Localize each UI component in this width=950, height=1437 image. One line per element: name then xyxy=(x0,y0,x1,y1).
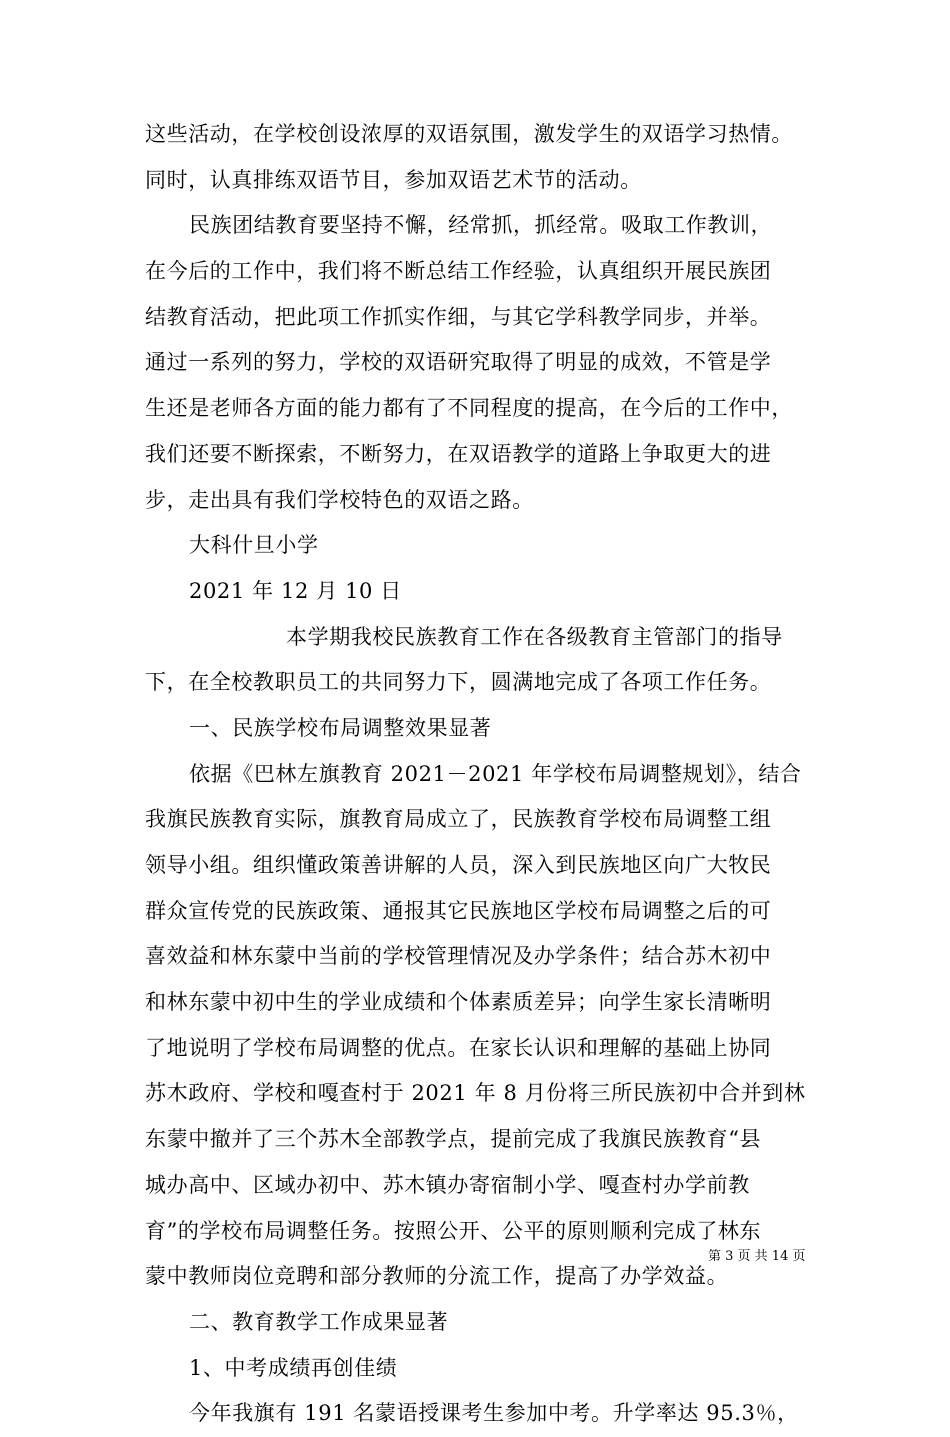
text-line: 步，走出具有我们学校特色的双语之路。 xyxy=(145,487,534,512)
paragraph-start: 民族团结教育要坚持不懈，经常抓，抓经常。吸取工作教训， xyxy=(189,213,773,238)
text-line: 育”的学校布局调整任务。按照公开、公平的原则顺利完成了林东 xyxy=(145,1218,762,1243)
text-line: 和林东蒙中初中生的学业成绩和个体素质差异；向学生家长清晰明 xyxy=(145,990,772,1015)
document-body xyxy=(145,112,825,1437)
text-line: 这些活动，在学校创设浓厚的双语氛围，激发学生的双语学习热情。 xyxy=(145,122,793,146)
text-line: 在今后的工作中，我们将不断总结工作经验，认真组织开展民族团 xyxy=(145,259,772,284)
page-number-footer: 第 3 页 共 14 页 xyxy=(708,1249,806,1264)
text-line: 通过一系列的努力，学校的双语研究取得了明显的成效，不管是学 xyxy=(145,350,772,375)
text-line: 结教育活动，把此项工作抓实作细，与其它学科教学同步，并举。 xyxy=(145,304,772,329)
text-line: 群众宣传党的民族政策、通报其它民族地区学校布局调整之后的可 xyxy=(145,898,772,923)
text-line: 生还是老师各方面的能力都有了不同程度的提高，在今后的工作中， xyxy=(145,396,793,421)
text-line: 下，在全校教职员工的共同努力下，圆满地完成了各项工作任务。 xyxy=(145,670,772,695)
text-line: 蒙中教师岗位竞聘和部分教师的分流工作，提高了办学效益。 xyxy=(145,1264,729,1289)
section-heading: 二、教育教学工作成果显著 xyxy=(189,1309,449,1334)
section-heading: 一、民族学校布局调整效果显著 xyxy=(189,715,492,740)
text-line: 东蒙中撤并了三个苏木全部教学点，提前完成了我旗民族教育“县 xyxy=(145,1127,762,1152)
subsection-heading: 1、中考成绩再创佳绩 xyxy=(189,1355,398,1380)
text-line: 苏木政府、学校和嘎查村于 2021 年 8 月份将三所民族初中合并到林 xyxy=(145,1081,806,1106)
paragraph-start: 今年我旗有 191 名蒙语授课考生参加中考。升学率达 95.3％， xyxy=(189,1401,799,1426)
paragraph-start: 本学期我校民族教育工作在各级教育主管部门的指导 xyxy=(286,624,783,649)
text-line: 城办高中、区域办初中、苏木镇办寄宿制小学、嘎查村办学前教 xyxy=(145,1172,750,1197)
paragraph-start: 依据《巴林左旗教育 2021－2021 年学校布局调整规划》，结合 xyxy=(189,761,802,786)
text-line: 领导小组。组织懂政策善讲解的人员，深入到民族地区向广大牧民 xyxy=(145,853,772,877)
text-line: 了地说明了学校布局调整的优点。在家长认识和理解的基础上协同 xyxy=(145,1035,772,1060)
text-line: 喜效益和林东蒙中当前的学校管理情况及办学条件；结合苏木初中 xyxy=(145,944,772,969)
text-line: 我们还要不断探索，不断努力，在双语教学的道路上争取更大的进 xyxy=(145,441,772,466)
signature-school: 大科什旦小学 xyxy=(189,533,319,558)
signature-date: 2021 年 12 月 10 日 xyxy=(189,578,402,603)
text-line: 我旗民族教育实际，旗教育局成立了，民族教育学校布局调整工组 xyxy=(145,807,772,832)
text-line: 同时，认真排练双语节目，参加双语艺术节的活动。 xyxy=(145,167,642,192)
